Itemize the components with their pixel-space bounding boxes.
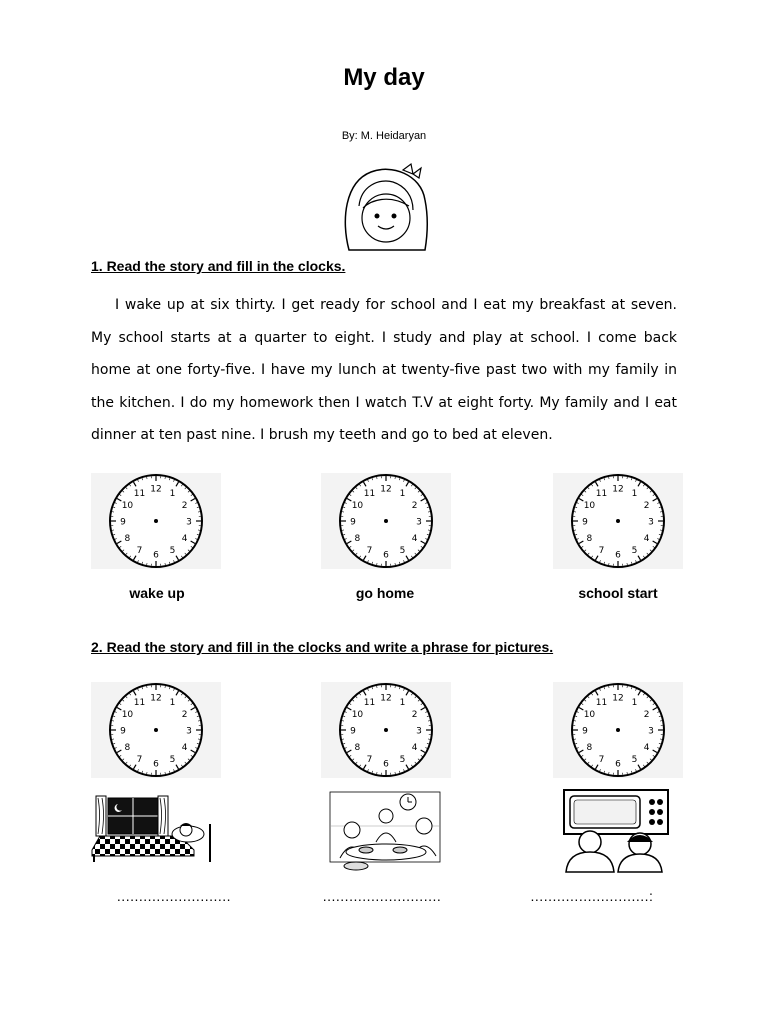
section-1-heading: 1. Read the story and fill in the clocks.	[91, 258, 346, 274]
clock-number: 6	[153, 759, 159, 770]
caption-go-home: go home	[355, 585, 415, 601]
author-line: By: M. Heidaryan	[341, 130, 427, 142]
clock-number: 7	[366, 755, 373, 766]
clock-number: 7	[136, 546, 143, 557]
clock-number: 6	[615, 759, 621, 770]
clock-number: 2	[411, 501, 418, 511]
clock-number: 12	[150, 484, 162, 495]
clock-number: 10	[583, 710, 596, 720]
clock-number: 6	[615, 550, 621, 561]
clock-number: 11	[133, 488, 146, 499]
clock-center	[384, 728, 388, 732]
clock-watch-tv[interactable]	[553, 682, 683, 778]
clock-number: 10	[351, 501, 364, 511]
clock-center	[384, 519, 388, 523]
clock-number: 6	[383, 550, 389, 561]
story-paragraph: I wake up at six thirty. I get ready for school and I eat my breakfast at seven. My school starts at a quarter to eight. I study and play at school. I come back home at one forty-five. I have my lunch at twenty-five past two with my family in the kitchen. I do my homework then I watch T.V at eight forty. My family and I eat dinner at ten past nine. I brush my teeth and go to bed at eleven.	[91, 297, 677, 444]
clock-number: 11	[133, 697, 146, 708]
clock-center	[616, 519, 620, 523]
clock-number: 4	[181, 743, 188, 753]
page-title: My day	[343, 64, 425, 91]
clock-number: 1	[169, 488, 176, 499]
clock-number: 10	[121, 710, 134, 720]
clock-number: 1	[631, 697, 638, 708]
clock-number: 5	[169, 546, 176, 557]
clock-number: 10	[583, 501, 596, 511]
clock-number: 8	[586, 534, 593, 544]
phrase-blank-3[interactable]: ...........................:	[530, 888, 654, 904]
clock-number: 12	[150, 693, 162, 704]
clock-number: 4	[181, 534, 188, 544]
clock-number: 4	[411, 743, 418, 753]
clock-number: 2	[643, 710, 650, 720]
clock-center	[154, 728, 158, 732]
clock-center	[616, 728, 620, 732]
clock-number: 8	[354, 743, 361, 753]
clock-number: 9	[582, 517, 588, 528]
clock-number: 7	[136, 755, 143, 766]
clock-number: 5	[399, 755, 406, 766]
sleeping-picture	[90, 794, 216, 864]
clock-number: 11	[363, 488, 376, 499]
clock-number: 12	[612, 693, 624, 704]
clock-school-start[interactable]	[553, 473, 683, 569]
clock-number: 1	[631, 488, 638, 499]
clock-number: 1	[399, 488, 406, 499]
clock-number: 11	[363, 697, 376, 708]
clock-go-home[interactable]	[321, 473, 451, 569]
clock-number: 2	[181, 710, 188, 720]
caption-school-start: school start	[578, 585, 658, 601]
clock-number: 8	[354, 534, 361, 544]
clock-number: 5	[399, 546, 406, 557]
clock-number: 4	[411, 534, 418, 544]
watching-tv-picture	[556, 788, 672, 874]
clock-number: 1	[399, 697, 406, 708]
clock-number: 3	[186, 726, 192, 737]
clock-number: 6	[153, 550, 159, 561]
clock-number: 6	[383, 759, 389, 770]
clock-number: 4	[643, 534, 650, 544]
clock-wake-up[interactable]	[91, 473, 221, 569]
clock-number: 2	[411, 710, 418, 720]
clock-number: 3	[648, 517, 654, 528]
clock-number: 5	[631, 755, 638, 766]
clock-number: 8	[124, 743, 131, 753]
phrase-blank-2[interactable]: ...........................	[322, 888, 442, 904]
clock-number: 12	[380, 693, 392, 704]
clock-number: 8	[586, 743, 593, 753]
clock-number: 3	[416, 726, 422, 737]
clock-bedtime[interactable]	[91, 682, 221, 778]
clock-number: 3	[416, 517, 422, 528]
clock-number: 2	[643, 501, 650, 511]
clock-number: 10	[121, 501, 134, 511]
girl-illustration	[331, 160, 441, 256]
clock-number: 9	[582, 726, 588, 737]
clock-number: 9	[120, 517, 126, 528]
clock-number: 8	[124, 534, 131, 544]
clock-number: 11	[595, 488, 608, 499]
caption-wake-up: wake up	[129, 585, 185, 601]
clock-dinner[interactable]	[321, 682, 451, 778]
clock-number: 7	[598, 755, 605, 766]
phrase-blank-1[interactable]: ..........................	[116, 888, 232, 904]
clock-number: 5	[169, 755, 176, 766]
clock-number: 9	[120, 726, 126, 737]
clock-number: 9	[350, 517, 356, 528]
clock-number: 10	[351, 710, 364, 720]
clock-number: 12	[380, 484, 392, 495]
clock-number: 11	[595, 697, 608, 708]
clock-number: 3	[648, 726, 654, 737]
clock-number: 12	[612, 484, 624, 495]
clock-number: 3	[186, 517, 192, 528]
clock-number: 7	[598, 546, 605, 557]
clock-number: 2	[181, 501, 188, 511]
clock-number: 5	[631, 546, 638, 557]
clock-number: 9	[350, 726, 356, 737]
clock-number: 7	[366, 546, 373, 557]
clock-number: 1	[169, 697, 176, 708]
clock-number: 4	[643, 743, 650, 753]
clock-center	[154, 519, 158, 523]
family-dinner-picture	[326, 786, 444, 878]
section-2-heading: 2. Read the story and fill in the clocks and write a phrase for pictures.	[91, 639, 554, 655]
